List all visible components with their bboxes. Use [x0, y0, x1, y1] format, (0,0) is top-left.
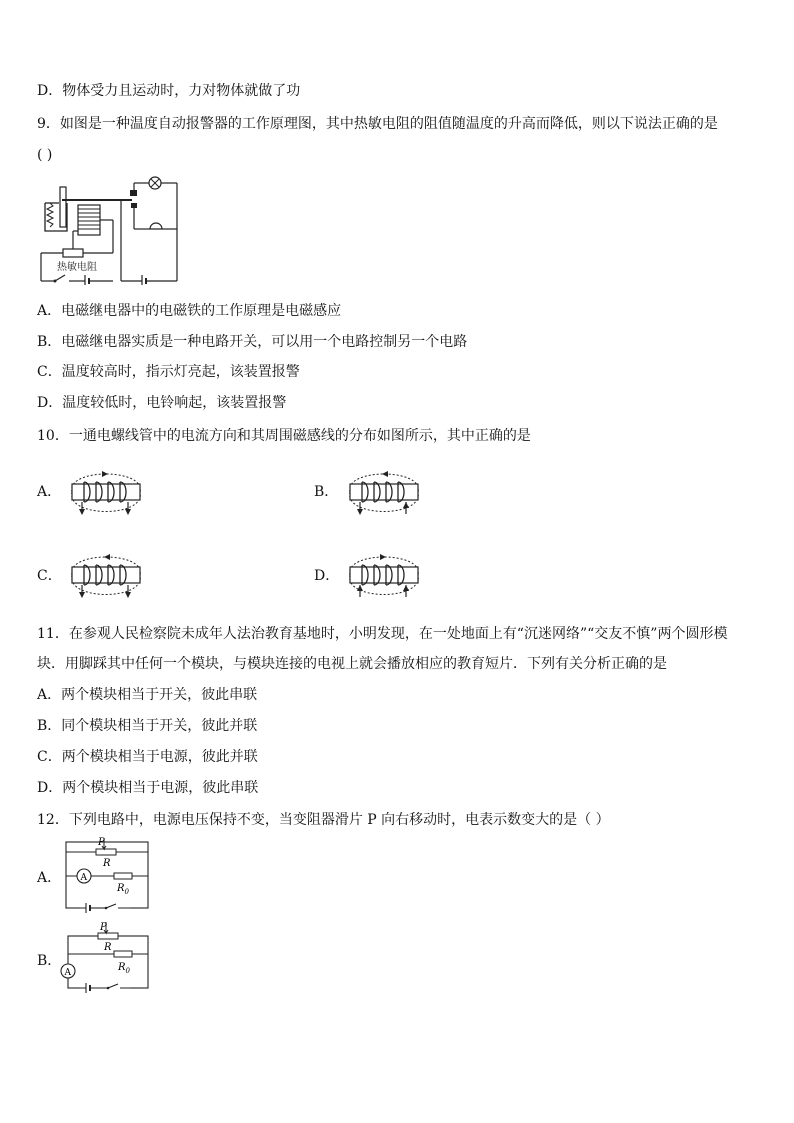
field-arrow [380, 554, 386, 560]
q9-option-c: C．温度较高时，指示灯亮起，该装置报警 [37, 364, 300, 380]
slider-label: P [100, 922, 107, 933]
resistor-r0 [114, 951, 132, 957]
q9-alarm-circuit-figure [37, 173, 182, 285]
q11-option-d: D．两个模块相当于电源，彼此串联 [37, 780, 259, 796]
current-arrow [79, 509, 85, 515]
q10-solenoid-b [340, 460, 428, 524]
bell-icon [150, 223, 162, 229]
q10-label-d: D． [314, 568, 340, 584]
current-arrow [357, 585, 363, 591]
q10-solenoid-d [340, 543, 428, 607]
rheostat [96, 849, 116, 855]
q11-option-c: C．两个模块相当于电源，彼此并联 [37, 749, 258, 765]
q11-option-b: B．同个模块相当于开关，彼此并联 [37, 718, 258, 734]
q12-label-b: B． [37, 953, 62, 969]
q10-label-a: A． [37, 484, 62, 500]
q11-stem-line2: 块．用脚踩其中任何一个模块，与模块连接的电视上就会播放相应的教育短片．下列有关分析正确的是 [37, 656, 667, 672]
current-arrow [125, 592, 131, 598]
q12-circuit-b [56, 920, 152, 994]
resistor-label: R [117, 883, 125, 894]
current-arrow [79, 592, 85, 598]
field-arrow [382, 471, 388, 477]
ammeter-label: A [64, 968, 71, 978]
field-arrow [104, 554, 110, 560]
q10-solenoid-a [62, 460, 150, 524]
thermistor [63, 249, 83, 257]
current-arrow [357, 509, 363, 515]
slider-label: P [98, 837, 105, 848]
q12-circuit-a [62, 836, 152, 916]
field-arrow [102, 471, 108, 477]
q9-stem: 9．如图是一种温度自动报警器的工作原理图，其中热敏电阻的阻值随温度的升高而降低，则以下说法正确的是 [37, 116, 718, 132]
rheostat [98, 933, 118, 939]
current-arrow [403, 502, 409, 508]
svg-text:R0 [116, 883, 130, 896]
q11-option-a: A．两个模块相当于开关，彼此串联 [37, 687, 258, 703]
ammeter-label: A [80, 873, 87, 883]
thermistor-label: 热敏电阻 [57, 262, 97, 273]
solenoid-core [350, 484, 418, 500]
q10-label-b: B． [314, 484, 339, 500]
current-arrow [403, 585, 409, 591]
resistor-subscript: 0 [124, 888, 129, 896]
svg-text:R0 [117, 962, 131, 975]
q10-stem: 10．一通电螺线管中的电流方向和其周围磁感线的分布如图所示，其中正确的是 [37, 428, 531, 444]
q9-option-a: A．电磁继电器中的电磁铁的工作原理是电磁感应 [37, 303, 342, 319]
q11-stem-line1: 11．在参观人民检察院未成年人法治教育基地时，小明发现，在一处地面上有“沉迷网络”“交友不慎”两个圆形模 [37, 626, 728, 642]
q9-option-b: B．电磁继电器实质是一种电路开关，可以用一个电路控制另一个电路 [37, 334, 468, 350]
q8-option-d: D．物体受力且运动时，力对物体就做了功 [37, 83, 301, 99]
resistor-label: R [118, 962, 126, 973]
solenoid-core [72, 484, 140, 500]
resistor-r0 [114, 873, 132, 879]
resistor-subscript: 0 [125, 967, 130, 975]
q10-label-c: C． [37, 568, 62, 584]
q10-solenoid-c [62, 543, 150, 607]
q12-stem: 12．下列电路中，电源电压保持不变，当变阻器滑片 P 向右移动时，电表示数变大的是（ ） [37, 812, 610, 828]
rheostat-label: R [103, 858, 111, 869]
current-arrow [125, 509, 131, 515]
q9-paren: ( ) [37, 147, 53, 163]
q12-label-a: A． [37, 870, 62, 886]
rheostat-label: R [104, 942, 112, 953]
solenoid-core [72, 567, 140, 583]
q9-option-d: D．温度较低时，电铃响起，该装置报警 [37, 395, 287, 411]
solenoid-core [350, 567, 418, 583]
